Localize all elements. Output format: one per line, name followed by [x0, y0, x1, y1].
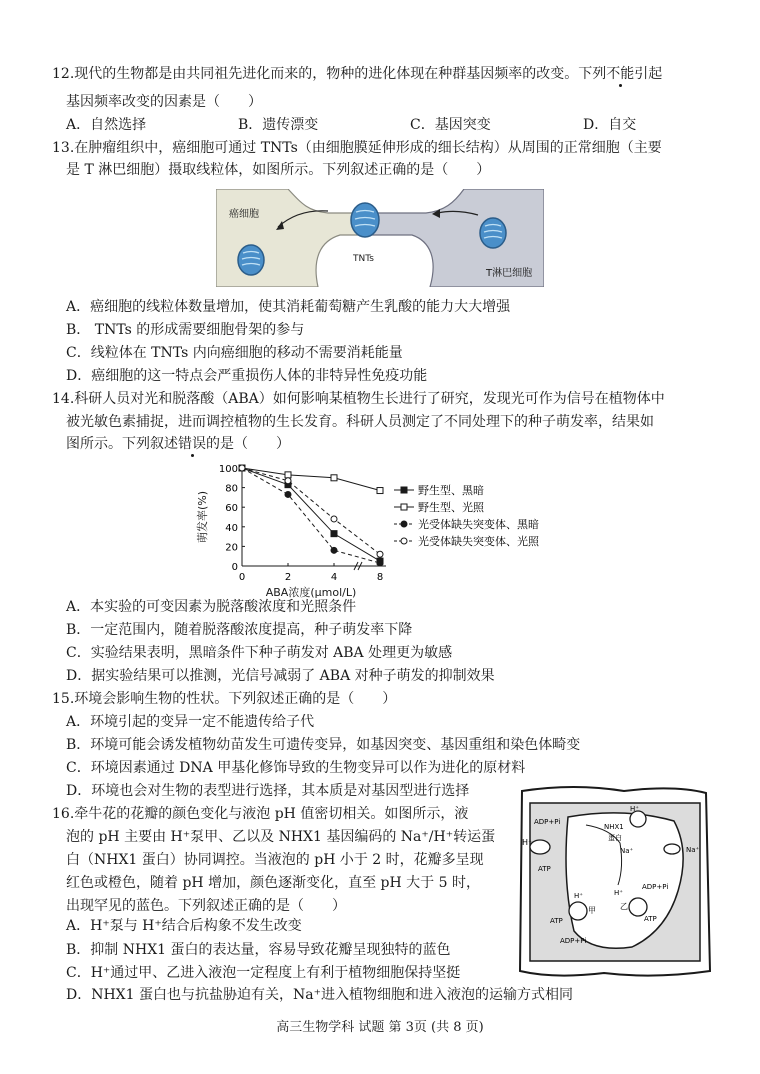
q13-option-d[interactable]: D．癌细胞的这一特点会严重损伤人体的非特异性免疫功能: [66, 368, 428, 384]
legend-label-4: 光受体缺失突变体、光照: [418, 535, 539, 548]
q12-option-d[interactable]: D．自交: [583, 117, 637, 133]
x-tick-label: 8: [376, 572, 384, 583]
q15-stem: 15.环境会影响生物的性状。下列叙述正确的是（ ）: [52, 691, 397, 707]
chart-y-label: 萌发率(%): [196, 490, 209, 544]
q13-option-b[interactable]: B． TNTs 的形成需要细胞骨架的参与: [66, 322, 305, 338]
y-tick-label: 0: [231, 562, 238, 573]
vacuole-figure: [514, 781, 714, 981]
y-tick-label: 20: [225, 542, 238, 554]
pump-jia: [569, 902, 587, 920]
q12-emphasis: 不能: [606, 66, 635, 82]
series-line-4: [242, 468, 380, 554]
label-t-cell: T淋巴细胞: [486, 268, 533, 279]
data-point-series-1: [331, 531, 337, 537]
y-tick-label: 80: [225, 483, 238, 495]
h-pump-membrane: [530, 840, 550, 854]
atp-label-1: ATP: [538, 865, 551, 873]
data-point-series-3: [377, 560, 383, 566]
q15-option-c[interactable]: C．环境因素通过 DNA 甲基化修饰导致的生物变异可以作为进化的原材料: [66, 760, 526, 776]
y-tick-label: 100: [218, 464, 238, 475]
q15-option-a[interactable]: A．环境引起的变异一定不能遗传给子代: [66, 714, 315, 730]
q14-stem-line2: 被光敏色素捕捉，进而调控植物的生长发育。科研人员测定了不同处理下的种子萌发率，结果如: [66, 414, 654, 430]
q15-option-d[interactable]: D．环境也会对生物的表型进行选择，其本质是对基因型进行选择: [66, 783, 470, 799]
q13-option-a[interactable]: A．癌细胞的线粒体数量增加，使其消耗葡萄糖产生乳酸的能力大大增强: [66, 299, 511, 315]
q16-option-d[interactable]: D．NHX1 蛋白也与抗盐胁迫有关，Na⁺进入植物细胞和进入液泡的运输方式相同: [66, 987, 573, 1003]
mitochondrion-tcell: [480, 218, 506, 248]
legend-marker-3: [401, 521, 407, 527]
q14-stem-line3: 图所示。下列叙述错误的是（ ）: [66, 436, 290, 452]
mitochondrion-tnts: [351, 203, 379, 237]
x-tick-label: 2: [284, 572, 292, 583]
q12-stem-line2: 基因频率改变的因素是（ ）: [66, 94, 262, 110]
q13-option-c[interactable]: C．线粒体在 TNTs 内向癌细胞的移动不需要消耗能量: [66, 345, 403, 361]
q14-option-c[interactable]: C．实验结果表明，黑暗条件下种子萌发对 ABA 处理更为敏感: [66, 645, 453, 661]
data-point-series-2: [285, 472, 291, 478]
h-outside-label: H⁺: [522, 838, 533, 847]
q16-stem-line5: 出现罕见的蓝色。下列叙述正确的是（ ）: [66, 898, 346, 914]
series-line-1: [242, 468, 380, 561]
adp-label-3: ADP+Pi: [642, 883, 669, 891]
x-tick-label: 0: [238, 572, 246, 583]
q13-stem-line1: 13.在肿瘤组织中，癌细胞可通过 TNTs（由细胞膜延伸形成的细长结构）从周围的正常细胞（主要: [52, 140, 662, 156]
legend-label-1: 野生型、黑暗: [418, 484, 484, 497]
y-tick-label: 60: [225, 503, 238, 515]
na-inside-label: Na⁺: [620, 847, 634, 855]
q16-stem-line2: 泡的 pH 主要由 H⁺泵甲、乙以及 NHX1 基因编码的 Na⁺/H⁺转运蛋: [66, 829, 496, 845]
data-point-series-3: [331, 547, 337, 553]
atp-label-2: ATP: [550, 917, 563, 925]
atp-label-3: ATP: [644, 915, 657, 923]
q16-option-c[interactable]: C．H⁺通过甲、乙进入液泡一定程度上有利于植物细胞保持坚挺: [66, 965, 461, 981]
q16-option-a[interactable]: A．H⁺泵与 H⁺结合后构象不发生改变: [66, 918, 302, 934]
q15-option-b[interactable]: B．环境可能会诱发植物幼苗发生可遗传变异，如基因突变、基因重组和染色体畸变: [66, 737, 581, 753]
jia-label: 甲: [588, 906, 596, 915]
q14-option-b[interactable]: B．一定范围内，随着脱落酸浓度提高，种子萌发率下降: [66, 622, 413, 638]
x-tick-label: 4: [330, 572, 338, 583]
q14-emphasis: 错误: [178, 436, 206, 452]
data-point-series-2: [377, 488, 383, 494]
protein-label: 蛋白: [608, 834, 622, 842]
na-outside-label: Na⁺: [686, 846, 700, 854]
q12-option-b[interactable]: B．遗传漂变: [238, 117, 319, 133]
h-jia-label: H⁺: [574, 892, 583, 900]
yi-label: 乙: [620, 902, 628, 911]
q14-option-a[interactable]: A．本实验的可变因素为脱落酸浓度和光照条件: [66, 599, 357, 615]
q16-option-b[interactable]: B．抑制 NHX1 蛋白的表达量，容易导致花瓣呈现独特的蓝色: [66, 942, 451, 958]
adp-label-2: ADP+Pi: [560, 937, 587, 945]
q12-stem-line1: 12.现代的生物都是由共同祖先进化而来的，物种的进化体现在种群基因频率的改变。下列不能引起: [52, 66, 663, 82]
label-tnts: TNTs: [353, 254, 374, 264]
h-nhx-label: H⁺: [630, 805, 639, 813]
legend-label-3: 光受体缺失突变体、黑暗: [418, 518, 539, 531]
q16-stem-line3: 白（NHX1 蛋白）协同调控。当液泡的 pH 小于 2 时，花瓣多呈现: [66, 852, 484, 868]
page-footer: 高三生物学科 试题 第 3页 (共 8 页): [276, 1020, 484, 1035]
label-cancer-cell: 癌细胞: [229, 209, 259, 220]
q12-option-c[interactable]: C．基因突变: [410, 117, 491, 133]
chart-axes: [219, 464, 386, 583]
h-yi-label: H⁺: [614, 889, 623, 897]
na-channel: [664, 844, 680, 854]
q16-stem-line1: 16.牵牛花的花瓣的颜色变化与液泡 pH 值密切相关。如图所示，液: [52, 806, 469, 822]
nhx1-protein: [630, 811, 646, 827]
chart-legend: [394, 483, 540, 548]
tnts-figure: [216, 189, 544, 287]
y-tick-label: 40: [225, 522, 238, 534]
legend-marker-4: [401, 538, 407, 544]
mitochondrion-cancer: [238, 245, 264, 275]
adp-label-1: ADP+Pi: [534, 818, 561, 826]
q14-option-d[interactable]: D．据实验结果可以推测，光信号减弱了 ABA 对种子萌发的抑制效果: [66, 668, 495, 684]
q16-stem-line4: 红色或橙色，随着 pH 增加，颜色逐渐变化，直至 pH 大于 5 时，: [66, 875, 480, 891]
nhx1-label: NHX1: [604, 823, 624, 831]
germination-chart: [190, 458, 580, 598]
pump-yi: [629, 898, 647, 916]
legend-marker-1: [401, 487, 407, 493]
data-point-series-2: [331, 475, 337, 481]
chart-x-label: ABA浓度(μmol/L): [265, 586, 357, 598]
data-point-series-3: [285, 491, 291, 497]
series-line-2: [242, 468, 380, 491]
legend-label-2: 野生型、光照: [418, 501, 484, 514]
data-point-series-4: [239, 465, 245, 471]
q13-stem-line2: 是 T 淋巴细胞）摄取线粒体，如图所示。下列叙述正确的是（ ）: [66, 162, 491, 178]
data-point-series-4: [377, 551, 383, 557]
legend-marker-2: [401, 504, 407, 510]
data-point-series-4: [285, 478, 291, 484]
chart-series: [239, 465, 383, 566]
q14-stem-line1: 14.科研人员对光和脱落酸（ABA）如何影响某植物生长进行了研究，发现光可作为信号在植物体中: [52, 391, 665, 407]
data-point-series-4: [331, 516, 337, 522]
q12-option-a[interactable]: A．自然选择: [66, 117, 147, 133]
